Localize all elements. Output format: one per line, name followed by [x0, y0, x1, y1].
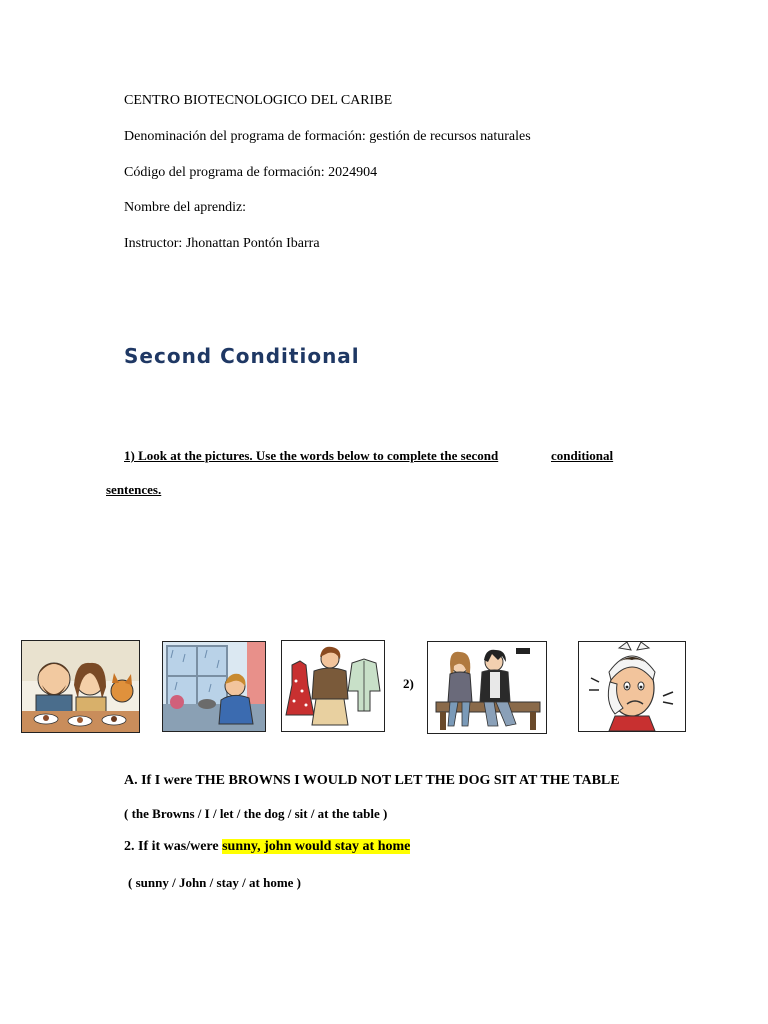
program-code: Código del programa de formación: 2024904 — [124, 165, 378, 180]
item-a-word-prompt: ( the Browns / I / let / the dog / sit / at the table ) — [124, 806, 388, 821]
item-a-prefix: A. If I were — [124, 773, 196, 788]
item-2-word-prompt: ( sunny / John / stay / at home ) — [128, 875, 301, 890]
picture-label: 2) — [403, 676, 414, 691]
instruction-line-2: sentences. — [106, 482, 162, 497]
institution-name: CENTRO BIOTECNOLOGICO DEL CARIBE — [124, 93, 393, 108]
family-dinner-with-dog-icon — [21, 640, 140, 733]
boy-with-toothache-icon — [578, 641, 686, 732]
woman-shopping-clothes-icon — [281, 640, 385, 732]
boy-at-rainy-window-icon — [162, 641, 266, 732]
instructor-name: Instructor: Jhonattan Pontón Ibarra — [124, 236, 320, 251]
program-name: Denominación del programa de formación: gestión de recursos naturales — [124, 129, 531, 144]
instruction-line-1-end: conditional — [551, 448, 614, 463]
couple-on-bench-icon — [427, 641, 547, 734]
student-name-label: Nombre del aprendiz: — [124, 200, 247, 215]
item-a — [124, 773, 620, 789]
instruction-line-1: 1) Look at the pictures. Use the words below to complete the second — [124, 448, 499, 463]
item-2-prefix: 2. If it was/were — [124, 839, 223, 854]
item-2-answer-highlighted: sunny, john would stay at home — [222, 839, 411, 854]
item-2 — [124, 839, 410, 855]
item-a-answer: THE BROWNS I WOULD NOT LET THE DOG SIT AT THE TABLE — [195, 773, 620, 788]
page-title: Second Conditional — [124, 344, 360, 368]
